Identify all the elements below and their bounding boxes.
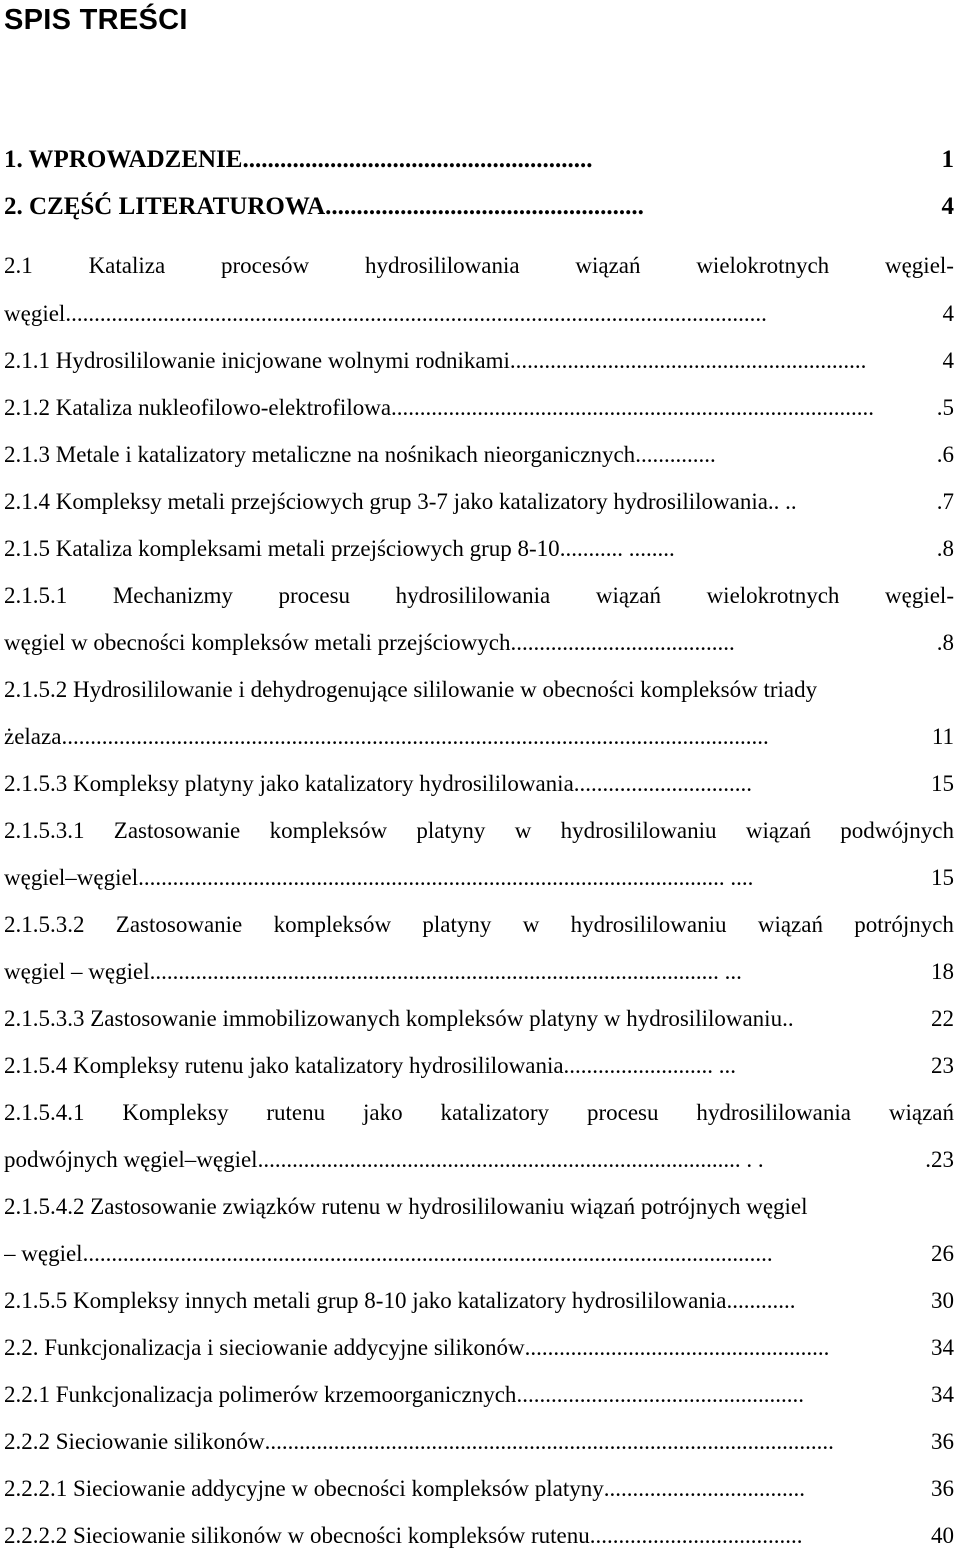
- toc-page-number: 34: [931, 1382, 954, 1407]
- toc-entry-title: – węgiel: [4, 1241, 83, 1266]
- toc-page-number: .5: [936, 395, 954, 420]
- toc-page-number: 30: [931, 1288, 954, 1313]
- toc-entry-title: węgiel w obecności kompleksów metali przejściowych: [4, 630, 511, 655]
- toc-leader-dots: ...................................: [603, 1476, 806, 1501]
- toc-leader-dots: ...............................: [573, 771, 753, 796]
- toc-entry-word: wielokrotnych: [696, 253, 830, 278]
- toc-entry-word: Zastosowanie: [115, 912, 243, 937]
- toc-page-number: 34: [931, 1335, 954, 1360]
- toc-leader-dots: . ..: [773, 489, 797, 514]
- toc-entry-word: wielokrotnych: [706, 583, 840, 608]
- toc-entry-title: żelaza: [4, 724, 62, 749]
- toc-entry: [4, 766, 954, 802]
- toc-leader-dots: ...................................................: [325, 193, 644, 220]
- toc-entry-word: 2.1.5.1: [4, 583, 68, 608]
- toc-entry-title: 2.2.2.2 Sieciowanie silikonów w obecności kompleksów rutenu: [4, 1523, 590, 1548]
- toc-page-number: 22: [931, 1006, 954, 1031]
- toc-leader-dots: ........................................................: [242, 146, 593, 173]
- toc-page-number: 15: [931, 865, 954, 890]
- toc-entry-word: hydrosililowaniu: [570, 912, 727, 937]
- toc-entry: [4, 719, 954, 755]
- toc-entry-word: w: [522, 912, 540, 937]
- toc-entry-word: procesu: [278, 583, 351, 608]
- toc-entry-word: wiązań: [757, 912, 823, 937]
- toc-entry-title: 2.1.5.3.3 Zastosowanie immobilizowanych kompleksów platyny w hydrosililowaniu.: [4, 1006, 788, 1031]
- toc-entry: [4, 531, 954, 567]
- toc-entry-word: 2.1.5.4.1: [4, 1100, 85, 1125]
- toc-entry: [4, 437, 954, 473]
- toc-entry: [4, 1471, 954, 1507]
- toc-entry-word: katalizatory: [440, 1100, 550, 1125]
- toc-page-number: 23: [931, 1053, 954, 1078]
- toc-leader-dots: ........... ........: [559, 536, 675, 561]
- toc-entry-word: w: [514, 818, 532, 843]
- toc-leader-dots: ...........................................................................................................................: [61, 724, 769, 749]
- toc-page-number: 18: [931, 959, 954, 984]
- toc-entry-word: platyny: [422, 912, 492, 937]
- toc-entry-title: 2.1.3 Metale i katalizatory metaliczne na nośnikach nieorganicznych: [4, 442, 636, 467]
- toc-entry-word: procesów: [221, 253, 310, 278]
- toc-entry-word: platyny: [416, 818, 486, 843]
- toc-entry-title: 2.2.2 Sieciowanie silikonów: [4, 1429, 265, 1454]
- toc-entry-title: 2.1.5.2 Hydrosililowanie i dehydrogenujące sililowanie w obecności kompleksów triady: [4, 677, 818, 702]
- toc-leader-dots: .....................................: [589, 1523, 803, 1548]
- toc-leader-dots: ...................................................................................................... ....: [138, 865, 754, 890]
- toc-entry-word: procesu: [586, 1100, 659, 1125]
- toc-entry-title: węgiel: [4, 301, 66, 326]
- toc-entry: [4, 1048, 954, 1084]
- toc-entry-word: jako: [363, 1100, 403, 1125]
- toc-entry-title: 2.1.5 Kataliza kompleksami metali przejściowych grup 8-10: [4, 536, 560, 561]
- toc-entry-word: węgiel-: [884, 253, 954, 278]
- page-title: SPIS TREŚCI: [4, 4, 188, 36]
- toc-leader-dots: ............: [726, 1288, 796, 1313]
- toc-leader-dots: .: [787, 1006, 794, 1031]
- toc-entry: [4, 248, 954, 284]
- toc-leader-dots: .................................................................................... . .: [257, 1147, 764, 1172]
- toc-leader-dots: ..................................................: [516, 1382, 804, 1407]
- toc-entry-word: potrójnych: [854, 912, 954, 937]
- toc-entry-word: Zastosowanie: [113, 818, 241, 843]
- toc-entry-title: 2.2.1 Funkcjonalizacja polimerów krzemoorganicznych: [4, 1382, 517, 1407]
- toc-page-number: 4: [942, 301, 954, 326]
- toc-entry: [4, 1424, 954, 1460]
- toc-page-number: 36: [931, 1429, 954, 1454]
- toc-entry-word: Kataliza: [88, 253, 166, 278]
- toc-page-number: .6: [936, 442, 954, 467]
- toc-leader-dots: ....................................................................................: [391, 395, 875, 420]
- toc-entry: [4, 1095, 954, 1131]
- toc-leader-dots: ...................................................................................................: [264, 1429, 834, 1454]
- toc-entry-word: kompleksów: [273, 912, 392, 937]
- toc-entry: [4, 907, 954, 943]
- toc-entry: [4, 578, 954, 614]
- toc-entry: [4, 625, 954, 661]
- toc-entry-title: 2.1.2 Kataliza nukleofilowo-elektrofilowa: [4, 395, 392, 420]
- toc-entry-word: hydrosililowania: [696, 1100, 851, 1125]
- toc-entry-title: węgiel – węgiel: [4, 959, 150, 984]
- toc-page-number: 1: [941, 146, 954, 173]
- toc-entry-title: 2.2.2.1 Sieciowanie addycyjne w obecności kompleksów platyny: [4, 1476, 604, 1501]
- toc-entry-word: 2.1: [4, 253, 33, 278]
- toc-entry: [4, 860, 954, 896]
- toc-entry: [4, 343, 954, 379]
- toc-entry-word: hydrosililowaniu: [560, 818, 717, 843]
- toc-entry-word: kompleksów: [269, 818, 388, 843]
- toc-entry-word: węgiel-: [885, 583, 954, 608]
- toc-entry-title: 2.1.5.5 Kompleksy innych metali grup 8-10 jako katalizatory hydrosililowania: [4, 1288, 727, 1313]
- toc-entry-word: wiązań: [888, 1100, 954, 1125]
- toc-entry: [4, 1283, 954, 1319]
- toc-entry-word: wiązań: [745, 818, 811, 843]
- toc-leader-dots: .......................................: [510, 630, 735, 655]
- toc-entry-word: podwójnych: [840, 818, 954, 843]
- toc-entry: [4, 484, 954, 520]
- toc-entry-word: hydrosililowania: [395, 583, 551, 608]
- toc-leader-dots: ..............: [635, 442, 716, 467]
- toc-page-number: 4: [941, 193, 954, 220]
- toc-entry: [4, 390, 954, 426]
- toc-page-number: 36: [931, 1476, 954, 1501]
- toc-page-number: .8: [936, 536, 954, 561]
- toc-leader-dots: ..............................................................: [509, 348, 867, 373]
- toc-entry: [4, 1330, 954, 1366]
- toc-page-number: .8: [936, 630, 954, 655]
- toc-entry: [4, 142, 954, 178]
- toc-page-number: 4: [942, 348, 954, 373]
- toc-page-number: .23: [925, 1147, 954, 1172]
- toc-entry-title: 2.1.5.4 Kompleksy rutenu jako katalizatory hydrosililowania: [4, 1053, 564, 1078]
- toc-entry-title: 2.1.5.3 Kompleksy platyny jako katalizatory hydrosililowania: [4, 771, 574, 796]
- toc-entry-title: podwójnych węgiel–węgiel: [4, 1147, 258, 1172]
- toc-entry: [4, 1189, 954, 1225]
- toc-entry-word: Mechanizmy: [112, 583, 233, 608]
- toc-entry-word: hydrosililowania: [364, 253, 520, 278]
- toc-page-number: 26: [931, 1241, 954, 1266]
- toc-entry-title: 1. WPROWADZENIE: [4, 146, 243, 173]
- toc-entry: [4, 954, 954, 990]
- toc-entry: [4, 813, 954, 849]
- toc-entry-word: wiązań: [595, 583, 661, 608]
- toc-leader-dots: .......................... ...: [563, 1053, 737, 1078]
- toc-entry-word: Kompleksy: [122, 1100, 229, 1125]
- toc-entry: [4, 1001, 954, 1037]
- toc-entry-title: 2.1.1 Hydrosililowanie inicjowane wolnymi rodnikami: [4, 348, 510, 373]
- toc-entry-title: 2.2. Funkcjonalizacja i sieciowanie addycyjne silikonów: [4, 1335, 525, 1360]
- toc-entry-title: 2. CZĘŚĆ LITERATUROWA: [4, 193, 326, 220]
- toc-page-number: 11: [931, 724, 954, 749]
- toc-entry-word: rutenu: [266, 1100, 326, 1125]
- toc-entry-title: 2.1.4 Kompleksy metali przejściowych grup 3-7 jako katalizatory hydrosililowania.: [4, 489, 774, 514]
- toc-entry-word: 2.1.5.3.2: [4, 912, 85, 937]
- toc-entry-title: węgiel–węgiel: [4, 865, 139, 890]
- toc-entry: [4, 296, 954, 332]
- toc-leader-dots: ..........................................................................................................................: [65, 301, 767, 326]
- toc-entry: [4, 672, 954, 708]
- toc-entry: [4, 1142, 954, 1178]
- toc-leader-dots: ........................................................................................................................: [82, 1241, 773, 1266]
- toc-entry-word: wiązań: [575, 253, 641, 278]
- toc-entry: [4, 1518, 954, 1554]
- toc-leader-dots: .....................................................: [524, 1335, 830, 1360]
- toc-entry: [4, 1236, 954, 1272]
- toc-page-number: 40: [931, 1523, 954, 1548]
- toc-page-number: .7: [936, 489, 954, 514]
- toc-entry: [4, 1377, 954, 1413]
- toc-entry: [4, 189, 954, 225]
- toc-entry-title: 2.1.5.4.2 Zastosowanie związków rutenu w hydrosililowaniu wiązań potrójnych węgiel: [4, 1194, 808, 1219]
- toc-page-number: 15: [931, 771, 954, 796]
- toc-leader-dots: ................................................................................................... ...: [149, 959, 742, 984]
- toc-entry-word: 2.1.5.3.1: [4, 818, 85, 843]
